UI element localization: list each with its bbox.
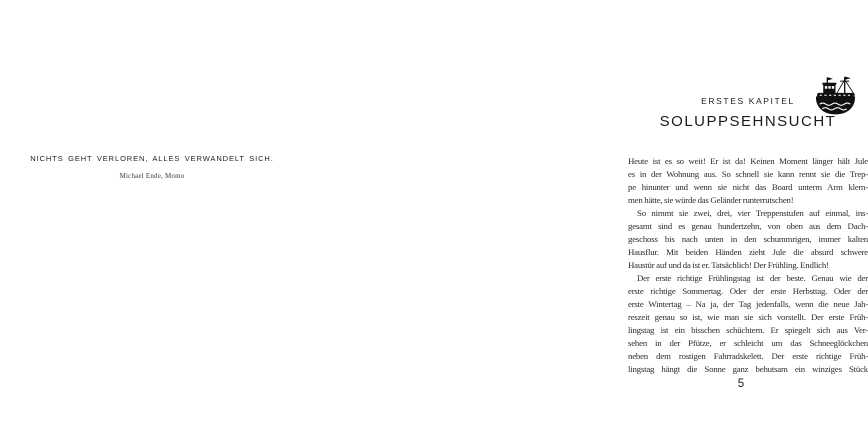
text-line: So nimmt sie zwei, drei, vier Treppenstufen auf einmal, ins- bbox=[637, 208, 868, 218]
chapter-label: ERSTES KAPITEL bbox=[701, 96, 795, 106]
text-line: lingstag hängt die Sonne ganz behutsam ein winziges Stück bbox=[628, 364, 868, 374]
left-page bbox=[0, 0, 300, 424]
body-text bbox=[628, 155, 868, 376]
text-line: gesamt sind es genau hundertzehn, von oben aus dem Dach- bbox=[628, 221, 868, 231]
text-line: neben dem rostigen Fahrradskelett. Der erste richtige Früh- bbox=[628, 351, 868, 361]
text-line: geschoss bis nach unten in den schummrigen, immer kalten bbox=[628, 234, 868, 244]
page-number: 5 bbox=[737, 378, 745, 390]
text-line: Der erste richtige Frühlingstag ist der beste. Genau wie der bbox=[637, 273, 868, 283]
text-line: sehen in der Pfütze, er schleicht um das Schneeglöckchen bbox=[628, 338, 868, 348]
text-line: lingstag ist ein bisschen schüchtern. Er spiegelt sich aus Ver- bbox=[628, 325, 868, 335]
text-line: Heute ist es so weit! Er ist da! Keinen Moment länger hält Jule bbox=[628, 156, 868, 166]
text-line: men hätte, sie würde das Geländer runterrutschen! bbox=[628, 195, 794, 205]
text-line: reszeit genau so ist, wie man sie sich vorstellt. Der erste Früh- bbox=[628, 312, 868, 322]
text-line: es in der Wohnung aus. So schnell sie kann rennt sie die Trep- bbox=[628, 169, 868, 179]
epigraph-text: NICHTS GEHT VERLOREN, ALLES VERWANDELT SICH. bbox=[30, 154, 274, 163]
right-page bbox=[300, 0, 868, 424]
epigraph-attribution: Michael Ende, Momo bbox=[119, 172, 185, 180]
text-line: erste richtige Sommertag. Oder der erste Herbsttag. Oder der bbox=[628, 286, 868, 296]
text-line: pe hinunter und wenn sie nicht das Board unterm Arm klem- bbox=[628, 182, 868, 192]
text-line: Haustür auf und da ist er. Tatsächlich! Der Frühling. Endlich! bbox=[628, 260, 829, 270]
text-line: erste Wintertag – Na ja, der Tag jedenfalls, wenn die neue Jah- bbox=[628, 299, 868, 309]
text-line: Hausflur. Mit beiden Händen zieht Jule die absurd schwere bbox=[628, 247, 868, 257]
epigraph-block bbox=[22, 154, 282, 180]
chapter-title: SOLUPPSEHNSUCHT bbox=[659, 113, 837, 130]
